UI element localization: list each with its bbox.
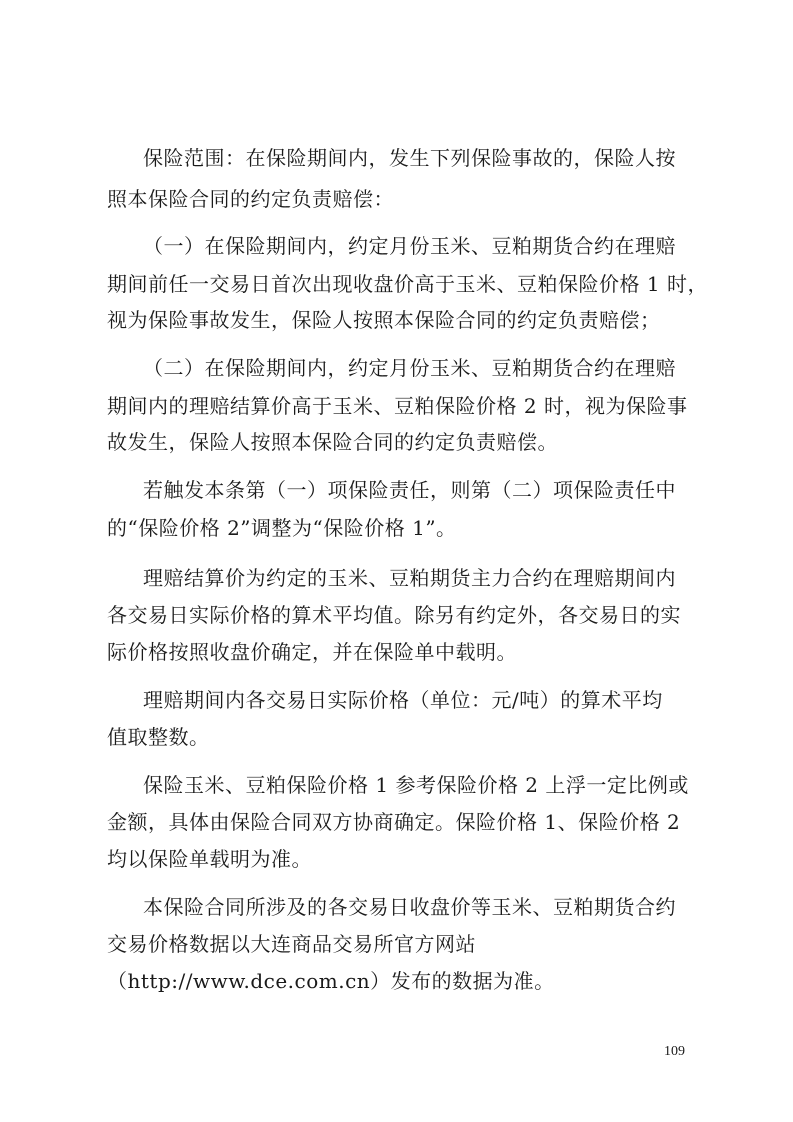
paragraph-1-line-2: 照本保险合同的约定负责赔偿： <box>107 187 394 211</box>
paragraph-7-line-2: 金额，具体由保险合同双方协商确定。保险价格 1、保险价格 2 <box>107 810 681 834</box>
paragraph-3-line-2: 期间内的理赔结算价高于玉米、豆粕保险价格 2 时，视为保险事 <box>107 394 688 418</box>
paragraph-1-line-1: 保险范围：在保险期间内，发生下列保险事故的，保险人按 <box>143 146 676 170</box>
paragraph-5-line-3: 际价格按照收盘价确定，并在保险单中载明。 <box>107 640 517 664</box>
paragraph-3-line-1: （二）在保险期间内，约定月份玉米、豆粕期货合约在理赔 <box>143 356 676 380</box>
paragraph-2-line-2: 期间前任一交易日首次出现收盘价高于玉米、豆粕保险价格 1 时， <box>107 272 708 296</box>
page-number: 109 <box>664 1044 685 1059</box>
paragraph-8-line-3: （http://www.dce.com.cn）发布的数据为准。 <box>107 969 555 993</box>
paragraph-2-line-1: （一）在保险期间内，约定月份玉米、豆粕期货合约在理赔 <box>143 234 676 258</box>
paragraph-7-line-1: 保险玉米、豆粕保险价格 1 参考保险价格 2 上浮一定比例或 <box>143 773 689 797</box>
paragraph-6-line-1: 理赔期间内各交易日实际价格（单位：元/吨）的算术平均 <box>143 688 663 712</box>
paragraph-6-line-2: 值取整数。 <box>107 725 210 749</box>
paragraph-4-line-1: 若触发本条第（一）项保险责任，则第（二）项保险责任中 <box>143 478 676 502</box>
paragraph-5-line-2: 各交易日实际价格的算术平均值。除另有约定外，各交易日的实 <box>107 603 681 627</box>
paragraph-7-line-3: 均以保险单载明为准。 <box>107 847 312 871</box>
paragraph-5-line-1: 理赔结算价为约定的玉米、豆粕期货主力合约在理赔期间内 <box>143 566 676 590</box>
paragraph-8-line-1: 本保险合同所涉及的各交易日收盘价等玉米、豆粕期货合约 <box>143 895 676 919</box>
paragraph-8-line-2: 交易价格数据以大连商品交易所官方网站 <box>107 932 476 956</box>
paragraph-4-line-2: 的“保险价格 2”调整为“保险价格 1”。 <box>107 516 457 540</box>
paragraph-3-line-3: 故发生，保险人按照本保险合同的约定负责赔偿。 <box>107 430 558 454</box>
paragraph-2-line-3: 视为保险事故发生，保险人按照本保险合同的约定负责赔偿； <box>107 308 661 332</box>
